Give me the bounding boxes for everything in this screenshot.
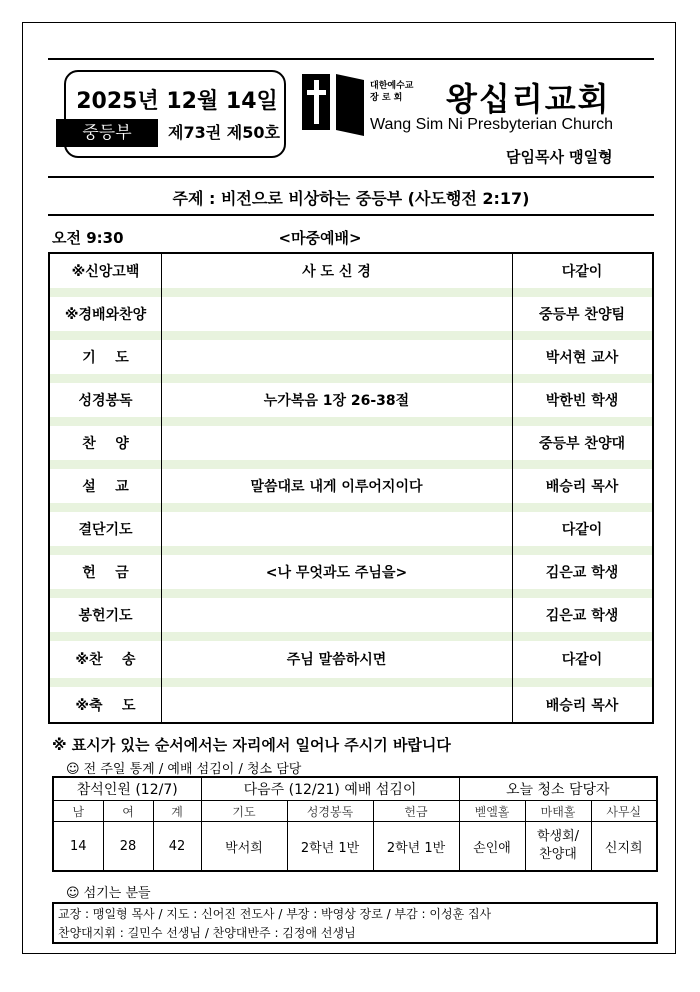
subheader-cell: 기도 xyxy=(201,801,287,822)
subheader-cell: 여 xyxy=(103,801,153,822)
order-title: ※경배와찬양 xyxy=(64,307,147,323)
order-person: 다같이 xyxy=(561,522,603,538)
church-name-korean: 왕십리교회 xyxy=(446,80,611,118)
order-title: 결단기도 xyxy=(78,522,133,538)
staff-line-1: 교장 : 맹일형 목사 / 지도 : 신어진 전도사 / 부장 : 박영상 장로 / 부감 : 이성훈 집사 xyxy=(58,907,492,921)
worship-order-table xyxy=(48,252,654,724)
header-rule xyxy=(48,176,654,178)
order-content: 말씀대로 내게 이루어지이다 xyxy=(250,479,423,495)
order-title: 설 교 xyxy=(82,479,129,495)
subheader-cell: 헌금 xyxy=(373,801,459,822)
order-title: 성경봉독 xyxy=(78,393,133,409)
order-person: 박한빈 학생 xyxy=(545,393,619,409)
order-title: 봉헌기도 xyxy=(78,608,133,624)
order-title: 헌 금 xyxy=(82,565,129,581)
order-content: <나 무엇과도 주님을> xyxy=(265,565,408,581)
cleaning-header: 오늘 청소 담당자 xyxy=(459,777,657,801)
value-cell: 28 xyxy=(103,822,153,872)
order-person: 중등부 찬양대 xyxy=(538,436,626,452)
order-row xyxy=(50,555,652,589)
row-gap xyxy=(50,288,652,297)
order-row xyxy=(50,469,652,503)
order-row xyxy=(50,688,652,722)
stats-subheader-row xyxy=(53,801,657,822)
stats-caption: ☺ 전 주일 통계 / 예배 섬김이 / 청소 담당 xyxy=(66,762,302,777)
staff-line-2: 찬양대지휘 : 길민수 선생님 / 찬양대반주 : 김정애 선생님 xyxy=(58,926,356,940)
stats-header-row xyxy=(53,777,657,801)
order-row xyxy=(50,254,652,288)
denomination-line1: 대한예수교 xyxy=(370,81,414,91)
church-name-english: Wang Sim Ni Presbyterian Church xyxy=(370,116,614,133)
value-cell: 2학년 1반 xyxy=(373,822,459,872)
value-cell: 신지희 xyxy=(591,822,657,872)
order-title: 찬 양 xyxy=(82,436,129,452)
next-week-header: 다음주 (12/21) 예배 섬김이 xyxy=(201,777,459,801)
service-name: <마중예배> xyxy=(278,229,362,247)
bulletin-date: 2025년 12월 14일 xyxy=(76,89,278,114)
row-gap xyxy=(50,503,652,512)
value-cell: 박서희 xyxy=(201,822,287,872)
subheader-cell: 남 xyxy=(53,801,103,822)
order-person: 배승리 목사 xyxy=(545,479,619,495)
value-cell: 14 xyxy=(53,822,103,872)
order-title: ※축 도 xyxy=(75,698,136,714)
order-content: 사 도 신 경 xyxy=(302,264,371,280)
row-gap xyxy=(50,589,652,598)
row-gap xyxy=(50,632,652,641)
subheader-cell: 벧엘홀 xyxy=(459,801,525,822)
order-row xyxy=(50,340,652,374)
order-person: 다같이 xyxy=(561,264,603,280)
theme-line: 주제 : 비전으로 비상하는 중등부 (사도행전 2:17) xyxy=(172,189,530,208)
denomination xyxy=(370,80,413,104)
order-row xyxy=(50,642,652,676)
cross-logo-icon xyxy=(302,70,364,136)
order-row xyxy=(50,598,652,632)
order-person: 다같이 xyxy=(561,652,603,668)
top-rule xyxy=(48,58,654,60)
serving-caption: ☺ 섬기는 분들 xyxy=(66,886,151,901)
statistics-table xyxy=(52,776,658,872)
subheader-cell: 성경봉독 xyxy=(287,801,373,822)
row-gap xyxy=(50,678,652,687)
staff-box xyxy=(52,902,658,944)
volume-number: 제73권 제50호 xyxy=(168,123,280,142)
order-title: 기 도 xyxy=(82,350,129,366)
value-cell: 42 xyxy=(153,822,201,872)
department-badge: 중등부 xyxy=(56,119,158,147)
value-cell: 2학년 1반 xyxy=(287,822,373,872)
order-row xyxy=(50,426,652,460)
senior-pastor: 담임목사 맹일형 xyxy=(506,148,613,166)
service-time: 오전 9:30 xyxy=(52,229,124,247)
attendance-header: 참석인원 (12/7) xyxy=(53,777,201,801)
order-person: 김은교 학생 xyxy=(545,565,619,581)
row-gap xyxy=(50,546,652,555)
order-title: ※찬 송 xyxy=(75,652,136,668)
subheader-cell: 계 xyxy=(153,801,201,822)
row-gap xyxy=(50,417,652,426)
row-gap xyxy=(50,331,652,340)
row-gap xyxy=(50,374,652,383)
order-person: 중등부 찬양팀 xyxy=(538,307,626,323)
order-person: 박서현 교사 xyxy=(545,350,619,366)
stats-value-row xyxy=(53,822,657,872)
order-content: 누가복음 1장 26-38절 xyxy=(263,393,410,409)
order-person: 김은교 학생 xyxy=(545,608,619,624)
subheader-cell: 사무실 xyxy=(591,801,657,822)
row-gap xyxy=(50,460,652,469)
value-cell: 손인애 xyxy=(459,822,525,872)
denomination-line2: 장 로 회 xyxy=(370,93,403,103)
subheader-cell: 마태홀 xyxy=(525,801,591,822)
order-row xyxy=(50,383,652,417)
standing-notice: ※ 표시가 있는 순서에서는 자리에서 일어나 주시기 바랍니다 xyxy=(52,736,451,754)
order-content: 주님 말씀하시면 xyxy=(286,652,387,668)
order-row xyxy=(50,512,652,546)
order-person: 배승리 목사 xyxy=(545,698,619,714)
order-title: ※신앙고백 xyxy=(71,264,140,280)
value-cell: 학생회/ 찬양대 xyxy=(525,822,591,872)
theme-rule xyxy=(48,214,654,216)
order-row xyxy=(50,297,652,331)
